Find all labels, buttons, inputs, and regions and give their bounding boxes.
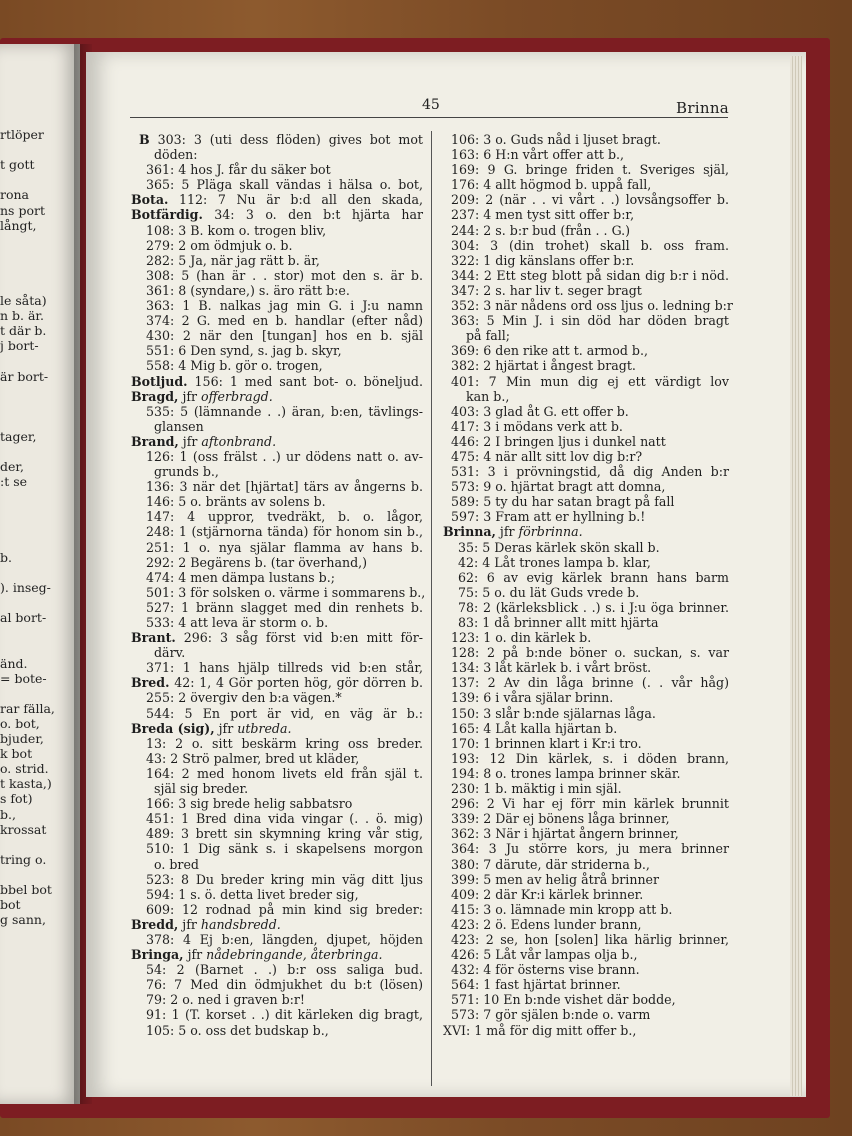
index-line: 551: 6 Den synd, s. jag b. skyr,: [146, 343, 342, 359]
index-line: 126: 1 (oss frälst . .) ur dödens natt o. av-: [146, 448, 423, 464]
left-column: [131, 132, 426, 1038]
header-rule: [130, 117, 728, 118]
left-page-fragment: bjuder,: [0, 731, 44, 746]
index-line: 339: 2 Där ej bönens låga brinner,: [451, 811, 670, 827]
index-line: 282: 5 Ja, när jag rätt b. är,: [146, 252, 320, 268]
index-line: därv.: [154, 645, 186, 661]
left-page-fragment: rona: [0, 187, 30, 203]
index-line: 409: 2 där Kr:i kärlek brinner.: [451, 886, 644, 902]
index-line: 322: 1 dig känslans offer b:r.: [451, 252, 635, 268]
left-page-fragment: tring o.: [0, 851, 47, 867]
running-head: Brinna: [676, 99, 730, 117]
index-line: 194: 8 o. trones lampa brinner skär.: [451, 765, 681, 781]
index-line: B 303: 3 (uti dess flöden) gives bot mot: [139, 132, 423, 147]
index-line: o. bred: [154, 856, 199, 872]
index-line: 361: 4 hos J. får du säker bot: [146, 162, 331, 178]
right-column: [443, 132, 733, 1038]
index-line: 54: 2 (Barnet . .) b:r oss saliga bud.: [146, 962, 423, 978]
index-line: 105: 5 o. oss det budskap b.,: [146, 1022, 329, 1038]
left-page-fragment: rtlöper: [0, 127, 44, 142]
index-line: 136: 3 när det [hjärtat] tärs av ångerns b.: [146, 479, 423, 495]
index-line: 251: 1 o. nya själar flamma av hans b.: [146, 539, 423, 555]
index-line: 523: 8 Du breder kring min väg ditt ljus: [146, 871, 423, 887]
index-line: 399: 5 men av helig åtrå brinner: [451, 871, 660, 887]
index-line: 382: 2 hjärtat i ångest bragt.: [451, 358, 636, 374]
index-line: 446: 2 I bringen ljus i dunkel natt: [451, 433, 666, 449]
index-line: 369: 6 den rike att t. armod b.,: [451, 343, 648, 359]
index-line: 558: 4 Mig b. gör o. trogen,: [146, 358, 323, 374]
left-page-fragment: al bort-: [0, 610, 47, 626]
index-line: grunds b.,: [154, 464, 219, 480]
left-page-fragment: b.: [0, 549, 12, 565]
left-page-fragment: = bote-: [0, 670, 47, 686]
index-line: 164: 2 med honom livets eld från själ t.: [146, 765, 423, 781]
index-line: 352: 3 när nådens ord oss ljus o. ledning b:r: [451, 298, 733, 314]
index-line: 573: 9 o. hjärtat bragt att domna,: [451, 479, 666, 495]
index-line: 474: 4 men dämpa lustans b.;: [146, 569, 335, 585]
index-line: 75: 5 o. du lät Guds vrede b.: [458, 584, 640, 600]
index-line: 163: 6 H:n vårt offer att b.,: [451, 147, 625, 163]
index-line: 365: 5 Pläga skall vändas i hälsa o. bot,: [146, 177, 423, 193]
index-line: 255: 2 övergiv den b:a vägen.*: [146, 690, 342, 706]
index-line: 128: 2 på b:nde böner o. suckan, s. var: [451, 645, 729, 661]
left-page-fragment: rar fälla,: [0, 700, 55, 716]
column-rule: [431, 131, 432, 1086]
index-line: 371: 1 hans hjälp tillreds vid b:en står,: [146, 660, 423, 676]
index-line: 415: 3 o. lämnade min kropp att b.: [451, 901, 673, 917]
index-line: 35: 5 Deras kärlek skön skall b.: [458, 539, 660, 555]
index-line: 165: 4 Låt kalla hjärtan b.: [451, 720, 618, 736]
index-line: 304: 3 (din trohet) skall b. oss fram.: [451, 237, 729, 253]
index-line: 292: 2 Begärens b. (tar överhand,): [146, 554, 368, 570]
index-line: 531: 3 i prövningstid, då dig Anden b:r: [451, 464, 729, 480]
left-page: [0, 44, 80, 1104]
index-line: 597: 3 Fram att er hyllning b.!: [451, 509, 646, 525]
index-line: 380: 7 därute, där striderna b.,: [451, 856, 650, 872]
left-page-fragment: b.,: [0, 806, 16, 822]
index-line: XVI: 1 må för dig mitt offer b.,: [443, 1022, 637, 1038]
left-page-fragment: tager,: [0, 429, 37, 444]
page-edges: [790, 56, 802, 1096]
index-line: Bred. 42: 1, 4 Gör porten hög, gör dörren b.: [131, 675, 423, 691]
index-line: 344: 2 Ett steg blott på sidan dig b:r i nöd.: [451, 267, 729, 283]
left-page-fragment: t där b.: [0, 323, 47, 339]
index-line: 147: 4 uppror, tvedräkt, b. o. lågor,: [146, 509, 423, 525]
index-line: 248: 1 (stjärnorna tända) för honom sin b.,: [146, 524, 423, 540]
index-line: Bredd, jfr handsbredd.: [131, 916, 281, 932]
index-line: 76: 7 Med din ödmjukhet du b:t (lösen): [146, 977, 423, 993]
index-line: 62: 6 av evig kärlek brann hans barm: [458, 569, 729, 585]
index-line: 244: 2 s. b:r bud (från . . G.): [451, 222, 631, 238]
index-line: 527: 1 bränn slagget med din renhets b.: [146, 599, 423, 615]
index-line: 501: 3 för solsken o. värme i sommarens b.,: [146, 584, 426, 600]
left-page-fragment: bbel bot: [0, 882, 52, 897]
index-line: 594: 1 s. ö. detta livet breder sig,: [146, 886, 359, 902]
index-line: kan b.,: [466, 388, 510, 404]
index-line: 43: 2 Strö palmer, bred ut kläder,: [146, 750, 360, 766]
index-line: 374: 2 G. med en b. handlar (efter nåd): [146, 313, 423, 329]
index-line: 176: 4 allt högmod b. uppå fall,: [451, 177, 652, 193]
left-page-fragment: le såta): [0, 293, 47, 309]
index-line: 609: 12 rodnad på min kind sig breder:: [146, 901, 423, 917]
index-line: 423: 2 se, hon [solen] lika härlig brinner,: [451, 931, 729, 947]
left-page-fragment: ). inseg-: [0, 580, 51, 595]
left-page-fragment: der,: [0, 459, 24, 475]
index-line: 426: 5 Låt vår lampas olja b.,: [451, 947, 638, 963]
index-line: 230: 1 b. mäktig i min själ.: [451, 781, 622, 797]
index-line: 430: 2 när den [tungan] hos en b. själ: [146, 328, 423, 344]
index-line: Bota. 112: 7 Nu är b:d all den skada,: [131, 192, 423, 208]
index-line: Brinna, jfr förbrinna.: [443, 524, 583, 540]
left-page-fragment: bot: [0, 897, 21, 913]
index-line: 106: 3 o. Guds nåd i ljuset bragt.: [451, 132, 661, 147]
index-line: själ sig breder.: [154, 781, 249, 797]
left-page-fragment: g sann,: [0, 912, 46, 928]
left-page-fragment: långt,: [0, 217, 37, 233]
page-number: 45: [422, 97, 440, 113]
index-line: Brand, jfr aftonbrand.: [131, 433, 277, 449]
index-line: 134: 3 låt kärlek b. i vårt bröst.: [451, 660, 652, 676]
index-line: Bragd, jfr offerbragd.: [131, 388, 273, 404]
index-line: 533: 4 att leva är storm o. b.: [146, 615, 329, 630]
index-line: 279: 2 om ödmjuk o. b.: [146, 237, 293, 253]
index-line: Breda (sig), jfr utbreda.: [131, 720, 292, 736]
index-line: 78: 2 (kärleksblick . .) s. i J:u öga brinner.: [458, 599, 729, 615]
index-line: 123: 1 o. din kärlek b.: [451, 630, 592, 646]
index-line: döden:: [154, 147, 198, 163]
index-line: 564: 1 fast hjärtat brinner.: [451, 977, 621, 993]
index-line: 237: 4 men tyst sitt offer b:r,: [451, 207, 635, 223]
left-page-fragment: n b. är.: [0, 308, 45, 324]
index-line: 166: 3 sig brede helig sabbatsro: [146, 796, 353, 812]
left-page-fragment: o. strid.: [0, 761, 49, 777]
index-line: 510: 1 Dig sänk s. i skapelsens morgon: [146, 841, 423, 857]
index-line: 347: 2 s. har liv t. seger bragt: [451, 282, 642, 298]
index-line: 146: 5 o. bränts av solens b.: [146, 494, 326, 510]
index-line: 137: 2 Av din låga brinne (. . vår håg): [451, 675, 729, 691]
index-line: 571: 10 En b:nde vishet där bodde,: [451, 992, 676, 1008]
index-line: 451: 1 Bred dina vida vingar (. . ö. mig): [146, 811, 423, 827]
index-line: 150: 3 slår b:nde själarnas låga.: [451, 705, 656, 721]
index-line: Brant. 296: 3 såg först vid b:en mitt för-: [131, 630, 423, 646]
left-page-fragment: ns port: [0, 202, 45, 218]
index-line: 362: 3 När i hjärtat ångern brinner,: [451, 826, 679, 842]
index-line: 42: 4 Låt trones lampa b. klar,: [458, 554, 651, 570]
left-page-fragment: krossat: [0, 821, 47, 837]
index-line: 589: 5 ty du har satan bragt på fall: [451, 494, 675, 510]
index-line: 209: 2 (när . . vi vårt . .) lovsångsoffer b.: [451, 192, 729, 208]
left-page-fragment: t kasta,): [0, 776, 52, 792]
index-line: 91: 1 (T. korset . .) dit kärleken dig bragt,: [146, 1007, 423, 1023]
left-page-fragment: o. bot,: [0, 715, 40, 731]
index-line: glansen: [154, 418, 204, 434]
index-line: 170: 1 brinnen klart i Kr:i tro.: [451, 735, 642, 751]
index-line: 544: 5 En port är vid, en väg är b.:: [146, 705, 423, 721]
index-line: Botfärdig. 34: 3 o. den b:t hjärta har: [131, 207, 423, 223]
index-line: 378: 4 Ej b:en, längden, djupet, höjden: [146, 931, 423, 947]
index-line: 423: 2 ö. Edens lunder brann,: [451, 916, 642, 932]
left-page-fragment: är bort-: [0, 368, 49, 384]
index-line: 308: 5 (han är . . stor) mot den s. är b.: [146, 267, 423, 283]
index-line: 401: 7 Min mun dig ej ett värdigt lov: [451, 373, 729, 389]
index-line: på fall;: [466, 328, 511, 344]
index-line: 403: 3 glad åt G. ett offer b.: [451, 403, 629, 419]
left-page-fragment: :t se: [0, 474, 28, 490]
index-line: 169: 9 G. bringe friden t. Sveriges själ,: [451, 162, 729, 178]
index-line: 432: 4 för österns vise brann.: [451, 962, 640, 978]
index-line: 475: 4 när allt sitt lov dig b:r?: [451, 448, 643, 464]
left-page-fragment: j bort-: [0, 338, 39, 354]
left-page-fragment: änd.: [0, 655, 28, 671]
index-line: 83: 1 då brinner allt mitt hjärta: [458, 615, 659, 630]
left-page-fragment: s fot): [0, 791, 33, 807]
index-line: 193: 12 Din kärlek, s. i döden brann,: [451, 750, 729, 766]
index-line: 364: 3 Ju större kors, ju mera brinner: [451, 841, 729, 857]
index-line: 296: 2 Vi har ej förr min kärlek brunnit: [451, 796, 729, 812]
index-line: 535: 5 (lämnande . .) äran, b:en, tävlings-: [146, 403, 423, 419]
index-line: 361: 8 (syndare,) s. äro rätt b:e.: [146, 282, 350, 298]
index-line: 363: 5 Min J. i sin död har döden bragt: [451, 313, 729, 329]
index-line: 139: 6 i våra själar brinn.: [451, 690, 614, 706]
index-line: 573: 7 gör själen b:nde o. varm: [451, 1007, 651, 1023]
index-line: 13: 2 o. sitt beskärm kring oss breder.: [146, 735, 423, 751]
index-line: 79: 2 o. ned i graven b:r!: [146, 992, 305, 1008]
index-line: 363: 1 B. nalkas jag min G. i J:u namn: [146, 298, 423, 314]
index-line: 417: 3 i mödans verk att b.: [451, 418, 623, 434]
index-line: Botljud. 156: 1 med sant bot- o. böneljud.: [131, 373, 423, 389]
left-page-fragment: t gott: [0, 157, 35, 173]
index-line: 489: 3 brett sin skymning kring vår stig,: [146, 826, 423, 842]
index-line: 108: 3 B. kom o. trogen bliv,: [146, 222, 327, 238]
index-line: Bringa, jfr nådebringande, återbringa.: [131, 947, 383, 963]
left-page-fragment: k bot: [0, 746, 33, 762]
